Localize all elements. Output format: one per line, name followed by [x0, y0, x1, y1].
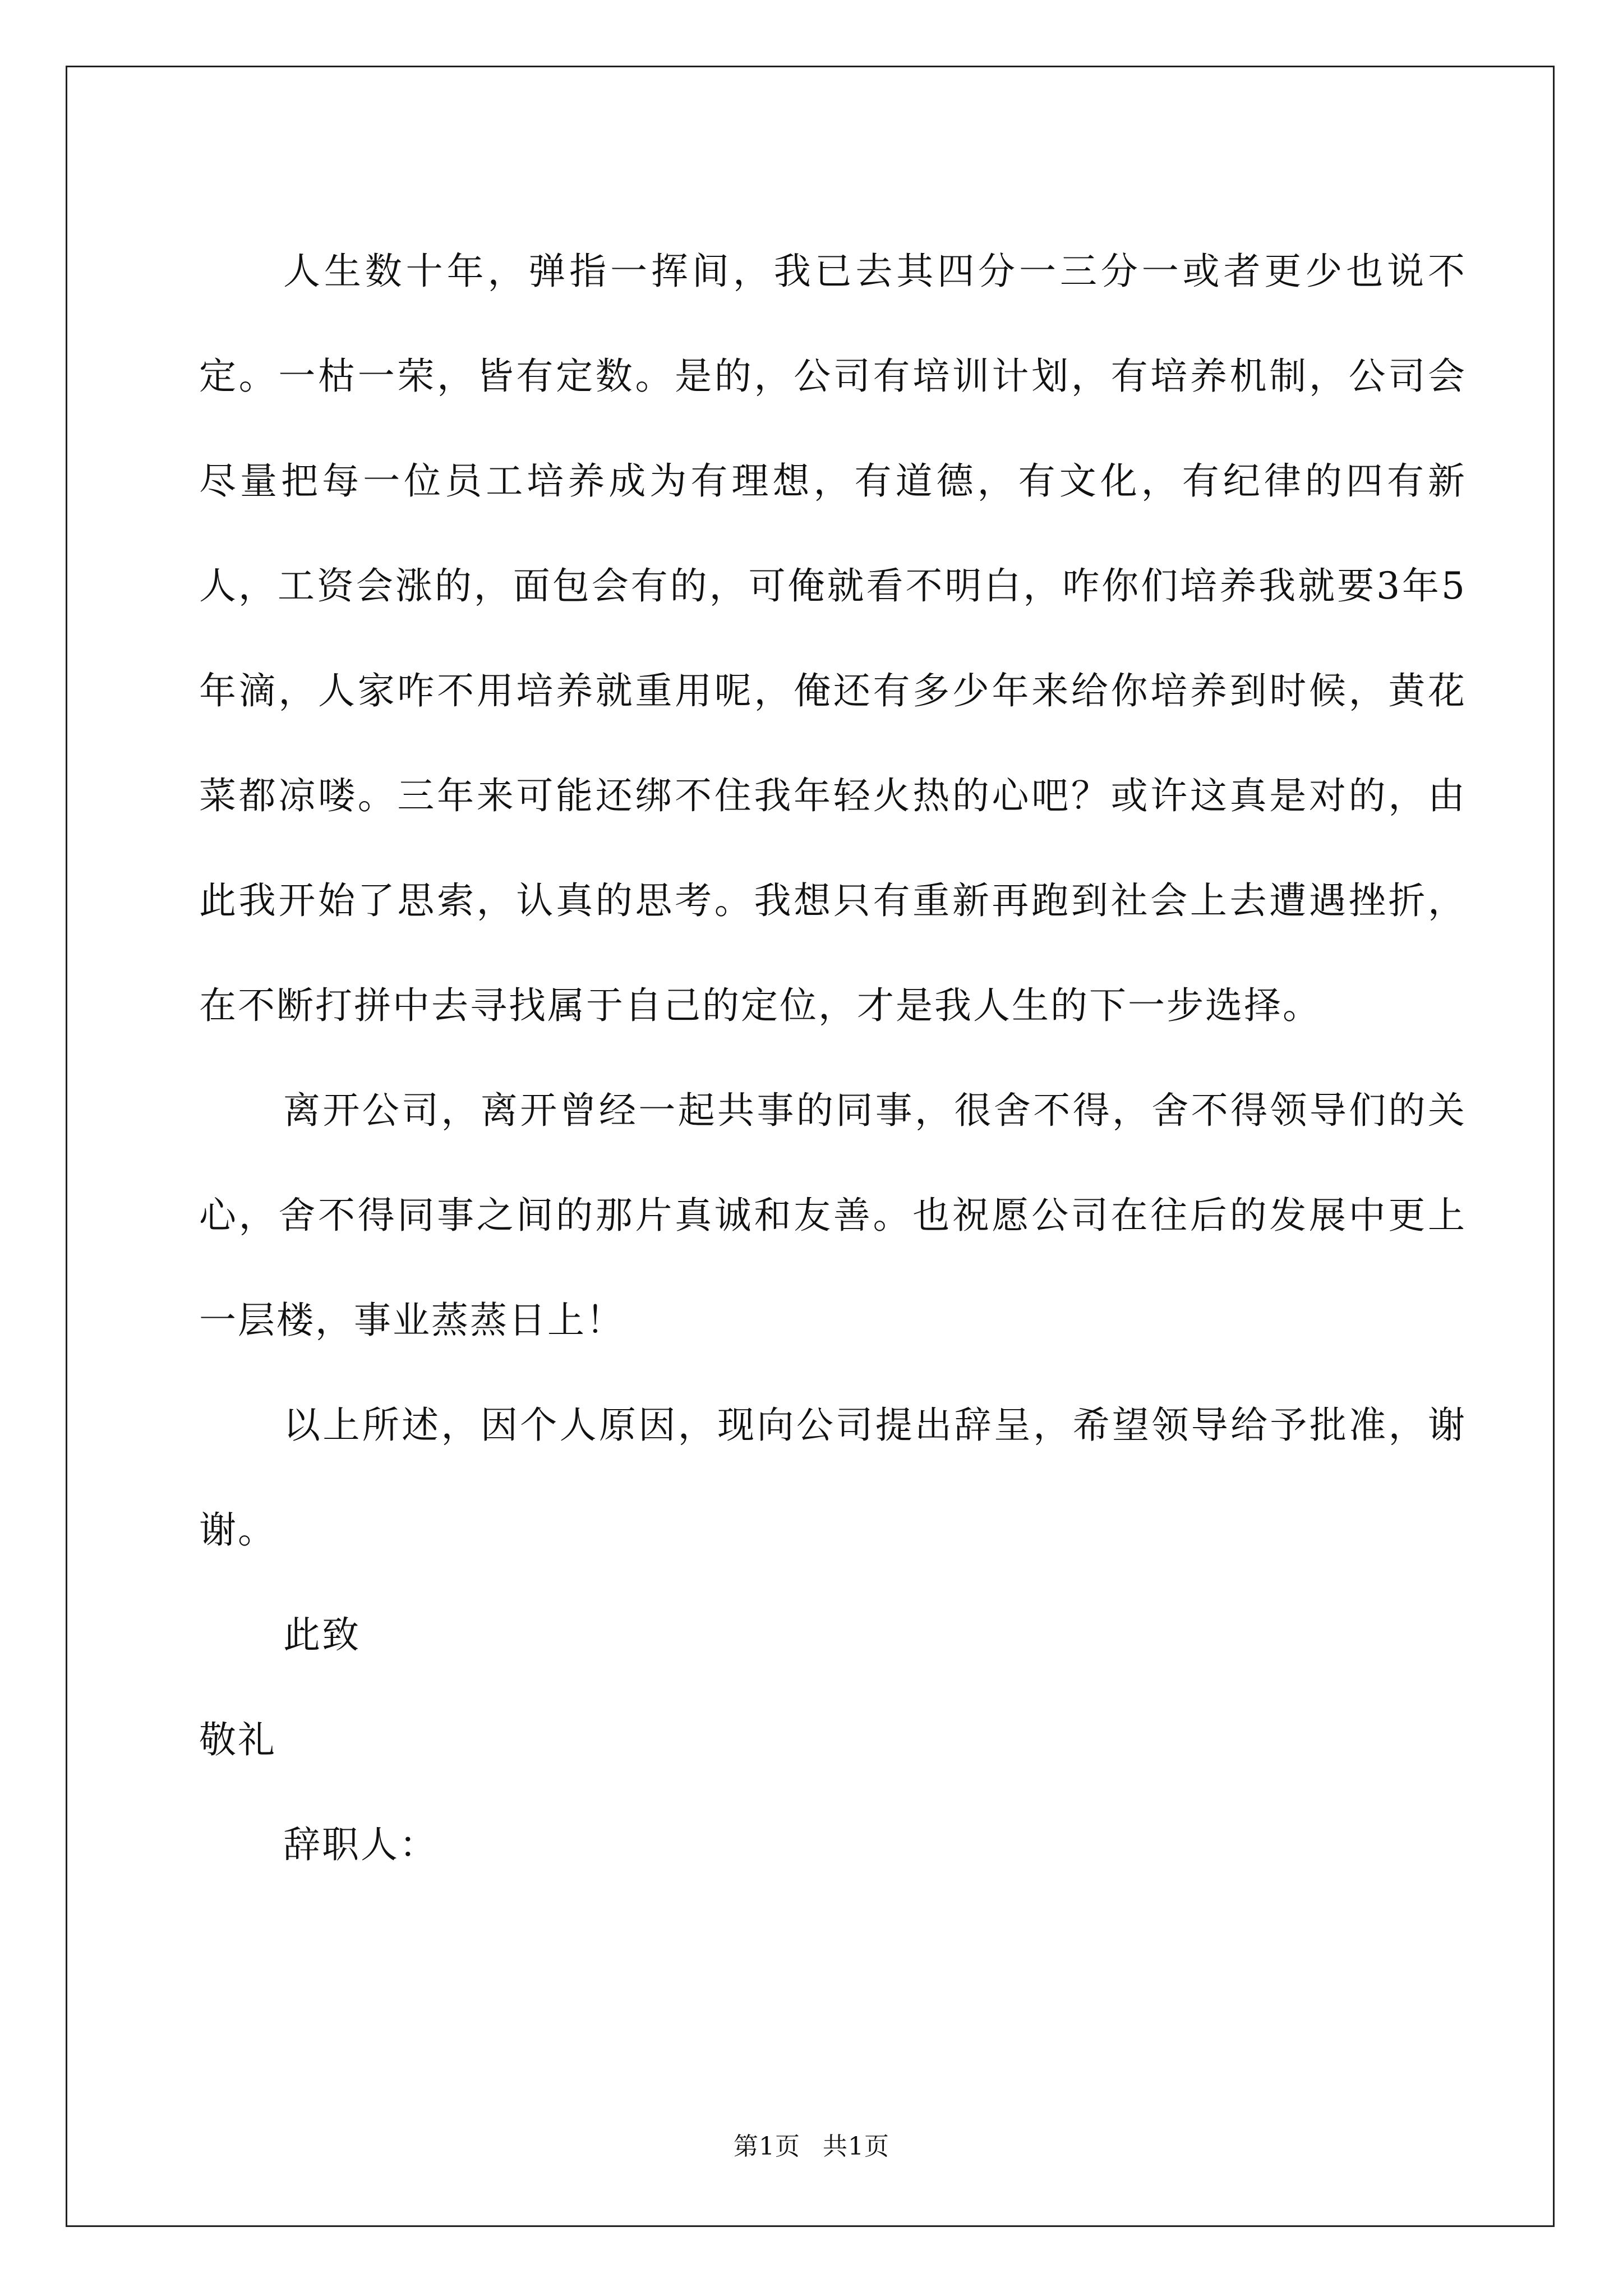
page-footer: [0, 2126, 1623, 2162]
paragraph-reasons: 人生数十年，弹指一挥间，我已去其四分一三分一或者更少也说不定。一枯一荣，皆有定数。是的，公司有培训计划，有培养机制，公司会尽量把每一位员工培养成为有理想，有道德，有文化，有纪律的四有新人，工资会涨的，面包会有的，可俺就看不明白，咋你们培养我就要3年5年滴，人家咋不用培养就重用呢，俺还有多少年来给你培养到时候，黄花菜都凉喽。三年来可能还绑不住我年轻火热的心吧？或许这真是对的，由此我开始了思索，认真的思考。我想只有重新再跑到社会上去遭遇挫折，在不断打拼中去寻找属于自己的定位，才是我人生的下一步选择。: [199, 250, 1467, 1027]
salutation: 敬礼: [199, 1718, 276, 1761]
closing-phrase: 此致: [283, 1613, 361, 1657]
signature-label: 辞职人：: [283, 1823, 438, 1866]
page-count: 共1页: [823, 2132, 889, 2161]
paragraph-farewell: 离开公司，离开曾经一起共事的同事，很舍不得，舍不得领导们的关心，舍不得同事之间的那片真诚和友善。也祝愿公司在往后的发展中更上一层楼，事业蒸蒸日上！: [199, 1089, 1467, 1342]
paragraph-request: 以上所述，因个人原因，现向公司提出辞呈，希望领导给予批准，谢谢。: [199, 1404, 1467, 1552]
page-number: 第1页: [734, 2132, 800, 2161]
letter-body: [199, 219, 1467, 1897]
